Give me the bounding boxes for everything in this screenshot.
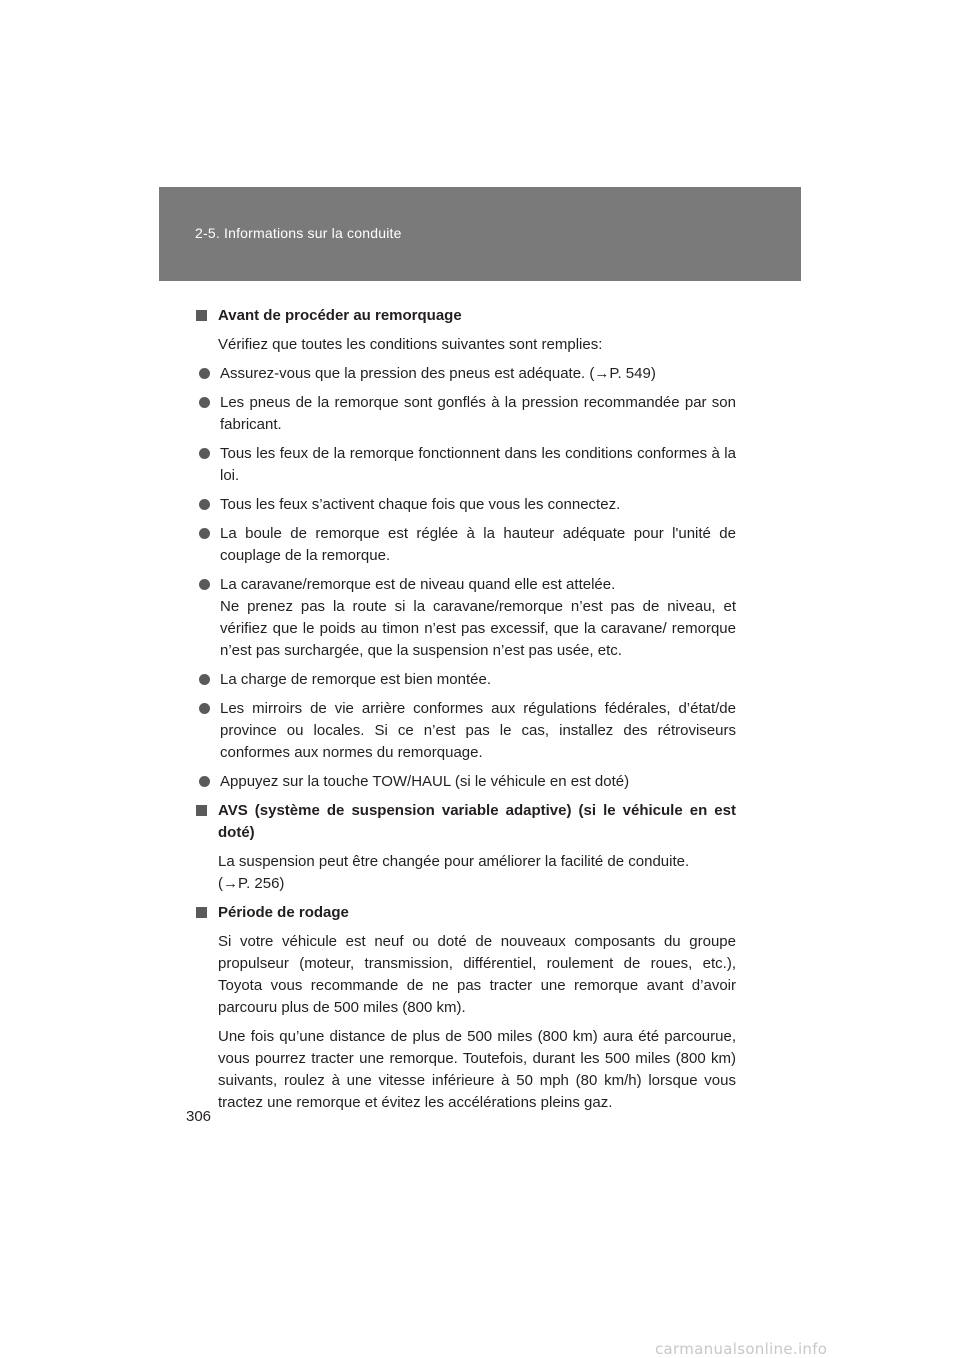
round-bullet-icon <box>199 674 210 685</box>
section-heading-remorquage: Avant de procéder au remorquage <box>196 305 736 327</box>
section-heading-rodage: Période de rodage <box>196 902 736 924</box>
round-bullet-icon <box>199 368 210 379</box>
list-item: La boule de remorque est réglée à la hauteur adéquate pour l'unité de couplage de la remorque. <box>198 523 736 567</box>
list-item: La charge de remorque est bien montée. <box>198 669 736 691</box>
round-bullet-icon <box>199 703 210 714</box>
list-item: La caravane/remorque est de niveau quand elle est attelée. Ne prenez pas la route si la caravane/remorque n’est pas de niveau, et vérifiez que le poids au timon n’est pas excessif, que la caravane/ remorque n’est pas surchargée, que la suspension n’est pas usée, etc. <box>198 574 736 662</box>
section-body: La suspension peut être changée pour améliorer la facilité de conduite. <box>218 853 690 870</box>
round-bullet-icon <box>199 397 210 408</box>
round-bullet-icon <box>199 528 210 539</box>
section-paragraph: Une fois qu’une distance de plus de 500 miles (800 km) aura été parcourue, vous pourrez tracter une remorque. Toutefois, durant les 500 miles (800 km) suivants, roulez à une vitesse inférieure à 50 mph (80 km/h) lorsque vous tractez une remorque et évitez les accélérations pleins gaz. <box>218 1028 736 1111</box>
list-item: Les mirroirs de vie arrière conformes aux régulations fédérales, d’état/de province ou locales. Si ce n’est pas le cas, installez des rétroviseurs conformes aux normes du remorquage. <box>198 698 736 764</box>
round-bullet-icon <box>199 499 210 510</box>
page-number: 306 <box>186 1108 212 1125</box>
list-item: Tous les feux s’activent chaque fois que vous les connectez. <box>198 494 736 516</box>
square-bullet-icon <box>196 805 207 816</box>
square-bullet-icon <box>196 310 207 321</box>
list-item: Appuyez sur la touche TOW/HAUL (si le véhicule en est doté) <box>198 771 736 793</box>
watermark: carmanualsonline.info <box>655 1340 828 1358</box>
round-bullet-icon <box>199 579 210 590</box>
section-paragraph: Si votre véhicule est neuf ou doté de nouveaux composants du groupe propulseur (moteur, transmission, différentiel, roulement de roues, etc.), Toyota vous recommande de ne pas tracter une remorque avant d’avoir parcouru plus de 500 miles (800 km). <box>218 933 736 1016</box>
section-heading-avs: AVS (système de suspension variable adaptive) (si le véhicule en est doté) <box>196 800 736 844</box>
page-reference: (→P. 256) <box>218 875 285 892</box>
section-header-band <box>159 187 801 281</box>
round-bullet-icon <box>199 448 210 459</box>
list-item: Assurez-vous que la pression des pneus est adéquate. (→P. 549) <box>198 363 736 385</box>
section-title: 2-5. Informations sur la conduite <box>195 225 402 241</box>
list-item: Tous les feux de la remorque fonctionnent dans les conditions conformes à la loi. <box>198 443 736 487</box>
round-bullet-icon <box>199 776 210 787</box>
section-intro: Vérifiez que toutes les conditions suivantes sont remplies: <box>218 336 603 353</box>
square-bullet-icon <box>196 907 207 918</box>
list-item: Les pneus de la remorque sont gonflés à la pression recommandée par son fabricant. <box>198 392 736 436</box>
page-content <box>196 305 736 1121</box>
